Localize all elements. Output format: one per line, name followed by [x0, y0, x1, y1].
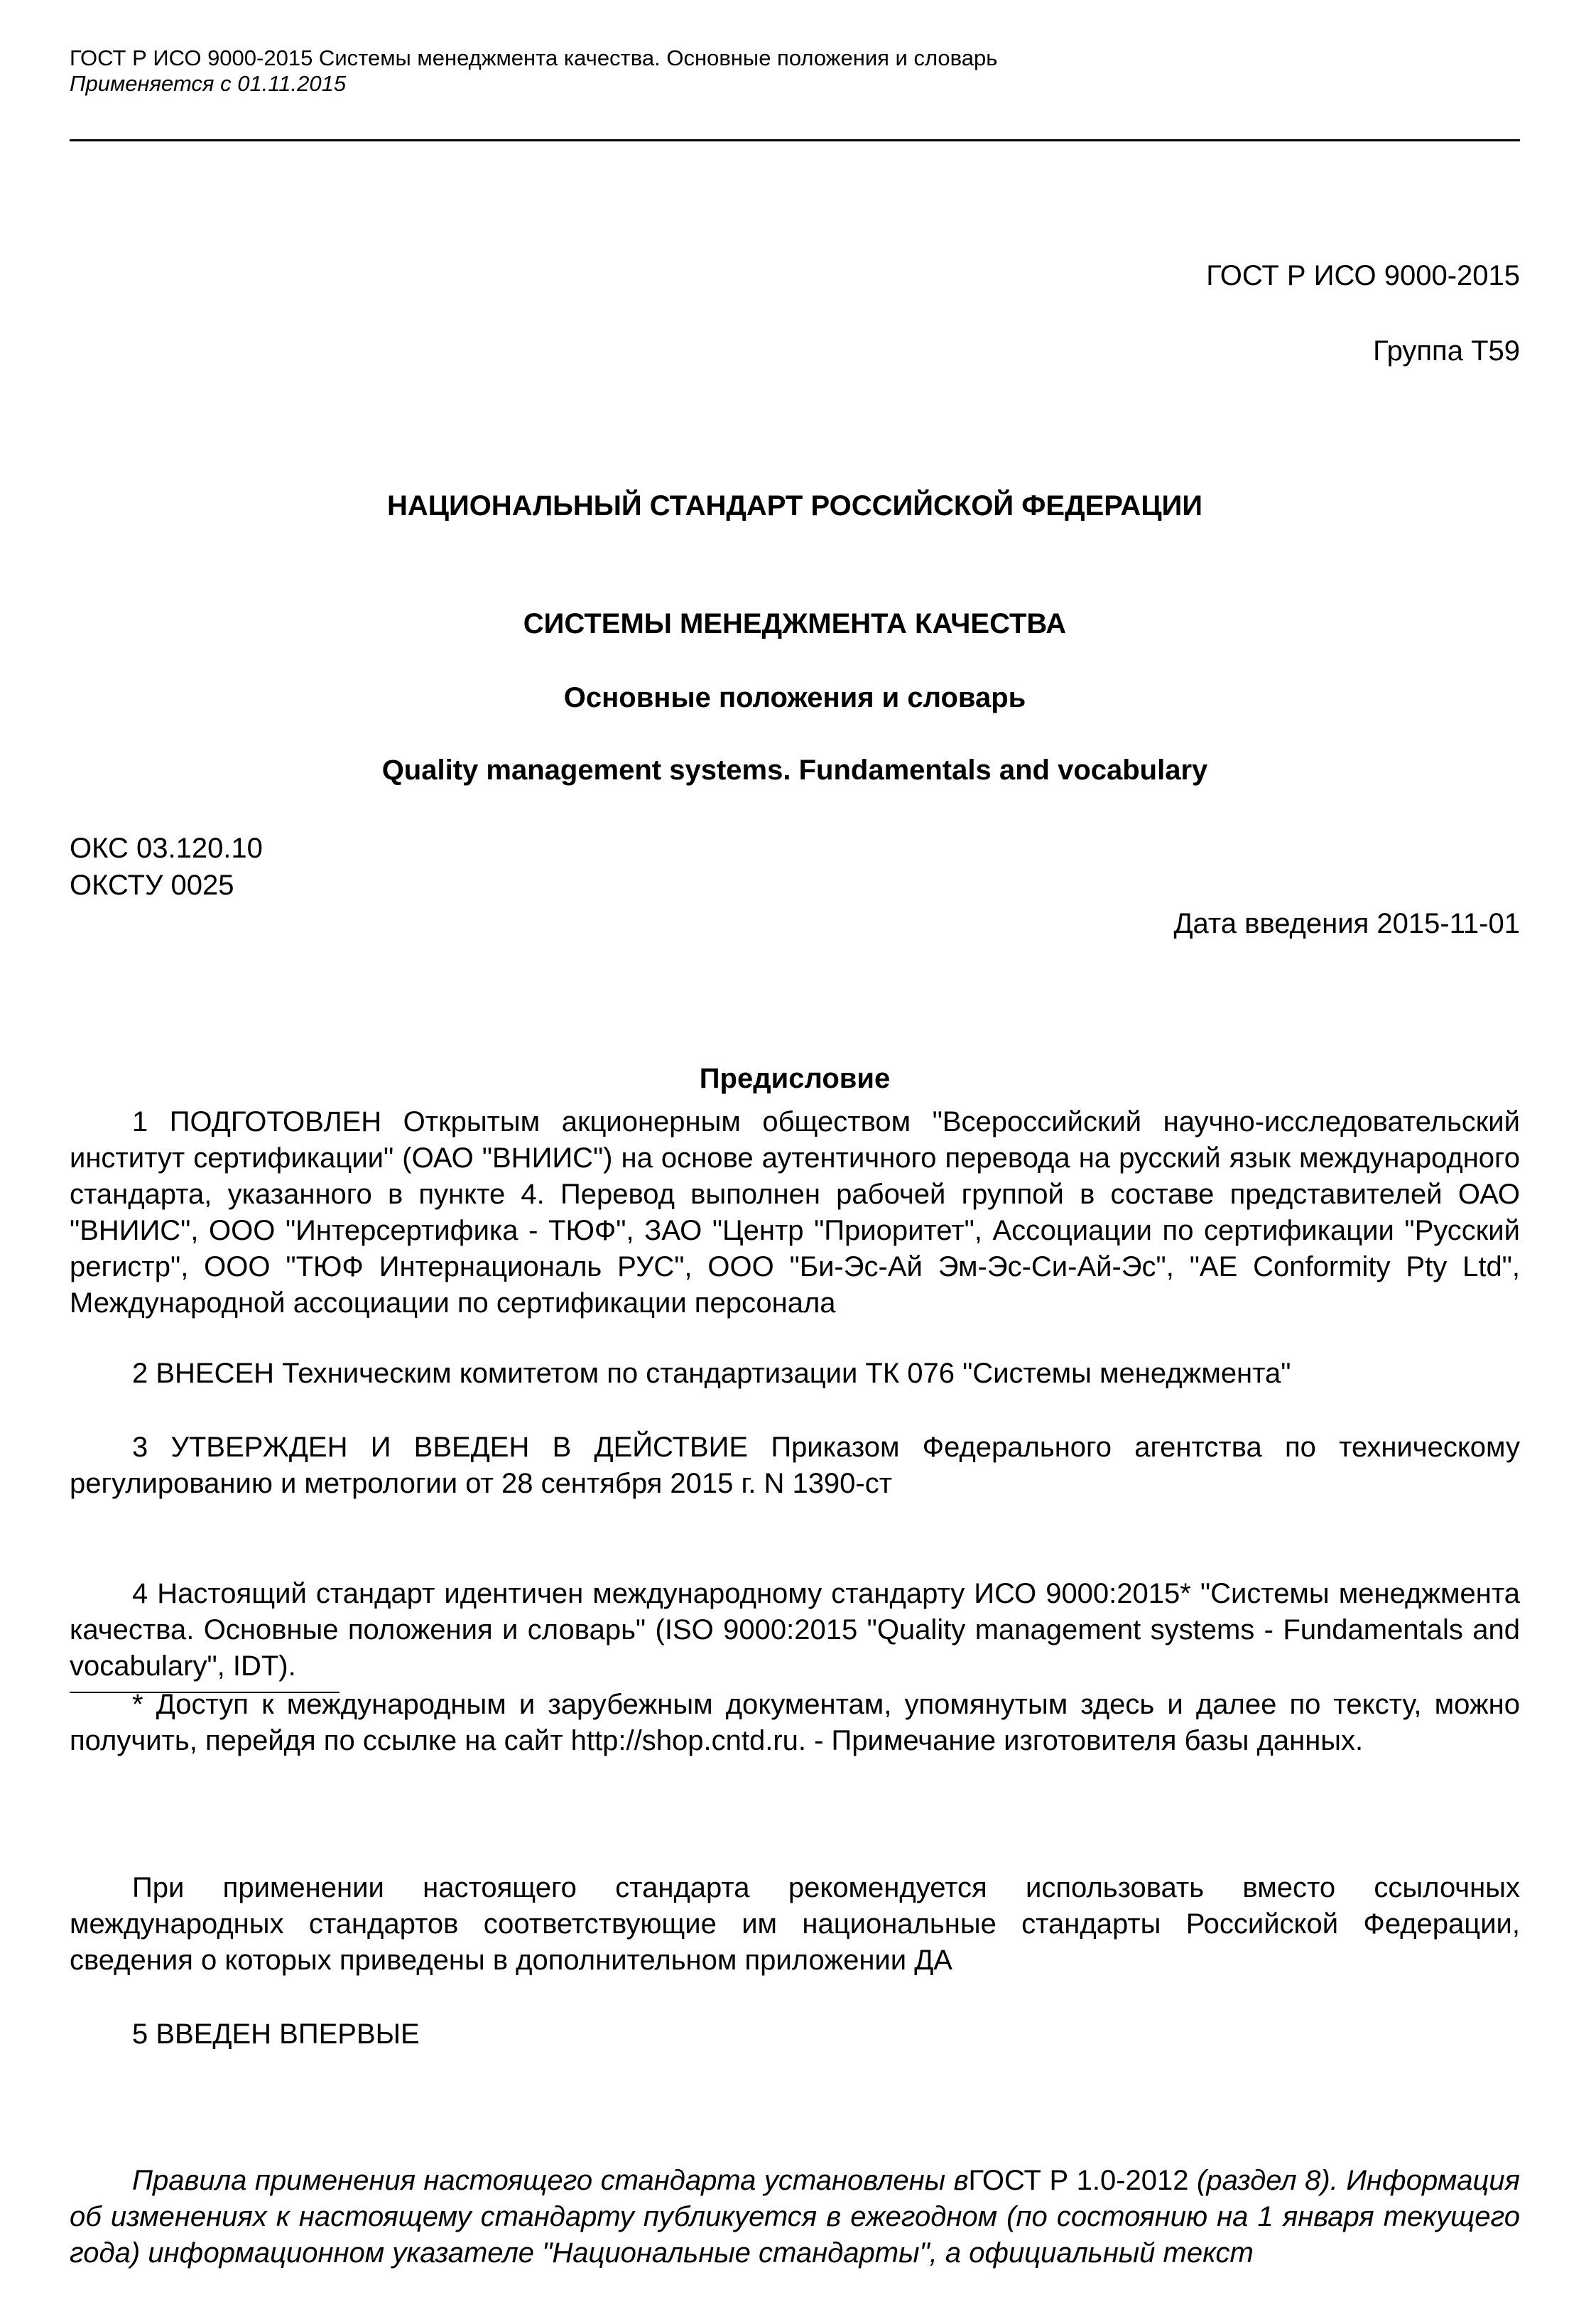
- foreword-heading: Предисловие: [699, 1063, 891, 1094]
- document-subtitle: Основные положения и словарь: [563, 682, 1026, 713]
- oks-code: ОКС 03.120.10: [70, 833, 263, 864]
- document-title: СИСТЕМЫ МЕНЕДЖМЕНТА КАЧЕСТВА: [523, 608, 1067, 639]
- running-header-effective-date: Применяется с 01.11.2015: [70, 71, 347, 96]
- introduction-date: Дата введения 2015-11-01: [1173, 908, 1520, 939]
- gost-reference-link[interactable]: ГОСТ Р 1.0-2012: [968, 2165, 1189, 2196]
- national-standard-heading: НАЦИОНАЛЬНЫЙ СТАНДАРТ РОССИЙСКОЙ ФЕДЕРАЦИИ: [386, 490, 1203, 521]
- foreword-paragraph-2: 2 ВНЕСЕН Техническим комитетом по стандартизации ТК 076 "Системы менеджмента": [132, 1358, 1291, 1389]
- standard-designation: ГОСТ Р ИСО 9000-2015: [1206, 260, 1520, 291]
- foreword-paragraph-4-note: При применении настоящего стандарта рекомендуется использовать вместо ссылочных международных стандартов соответствующие им национальные стандарты Российской Федерации, сведения о которых приведены в дополнительном приложении ДА: [70, 1872, 1520, 1976]
- application-rules-paragraph: [70, 2163, 1520, 2271]
- running-header-title: ГОСТ Р ИСО 9000-2015 Системы менеджмента качества. Основные положения и словарь: [70, 45, 998, 70]
- document-title-english: Quality management systems. Fundamentals and vocabulary: [381, 755, 1208, 786]
- foreword-paragraph-5: 5 ВВЕДЕН ВПЕРВЫЕ: [132, 2018, 420, 2050]
- header-divider: [70, 139, 1520, 141]
- foreword-paragraph-3: 3 УТВЕРЖДЕН И ВВЕДЕН В ДЕЙСТВИЕ Приказом Федерального агентства по техническому регулированию и метрологии от 28 сентября 2015 г. N 1390-ст: [70, 1432, 1520, 1499]
- application-rules-text-end: (раздел 8). Информация об изменениях к настоящему стандарту публикуется в ежегодном (по состоянию на 1 января текущего года) информационном указателе "Национальные стандарты", а официальный текст: [70, 2165, 1521, 2269]
- group-code: Группа Т59: [1373, 335, 1520, 367]
- okstu-code: ОКСТУ 0025: [70, 870, 234, 901]
- foreword-paragraph-1: 1 ПОДГОТОВЛЕН Открытым акционерным обществом "Всероссийский научно-исследовательский институт сертификации" (ОАО "ВНИИС") на основе аутентичного перевода на русский язык международного стандарта, указанного в пункте 4. Перевод выполнен рабочей группой в составе представителей ОАО "ВНИИС", ООО "Интерсертифика - ТЮФ", ЗАО "Центр "Приоритет", Ассоциации по сертификации "Русский регистр", ООО "ТЮФ Интернациональ РУС", ООО "Би-Эс-Ай Эм-Эс-Си-Ай-Эс", "AE Conformity Pty Ltd", Международной ассоциации по сертификации персонала: [70, 1106, 1520, 1319]
- application-rules-text-start: Правила применения настоящего стандарта установлены в: [132, 2165, 969, 2196]
- footnote: * Доступ к международным и зарубежным документам, упомянутым здесь и далее по тексту, можно получить, перейдя по ссылке на сайт http://shop.cntd.ru. - Примечание изготовителя базы данных.: [70, 1689, 1520, 1756]
- foreword-paragraph-4: 4 Настоящий стандарт идентичен международному стандарту ИСО 9000:2015* "Системы менеджмента качества. Основные положения и словарь" (ISO 9000:2015 "Quality management systems - Fundamentals and vocabulary", IDT).: [70, 1578, 1520, 1682]
